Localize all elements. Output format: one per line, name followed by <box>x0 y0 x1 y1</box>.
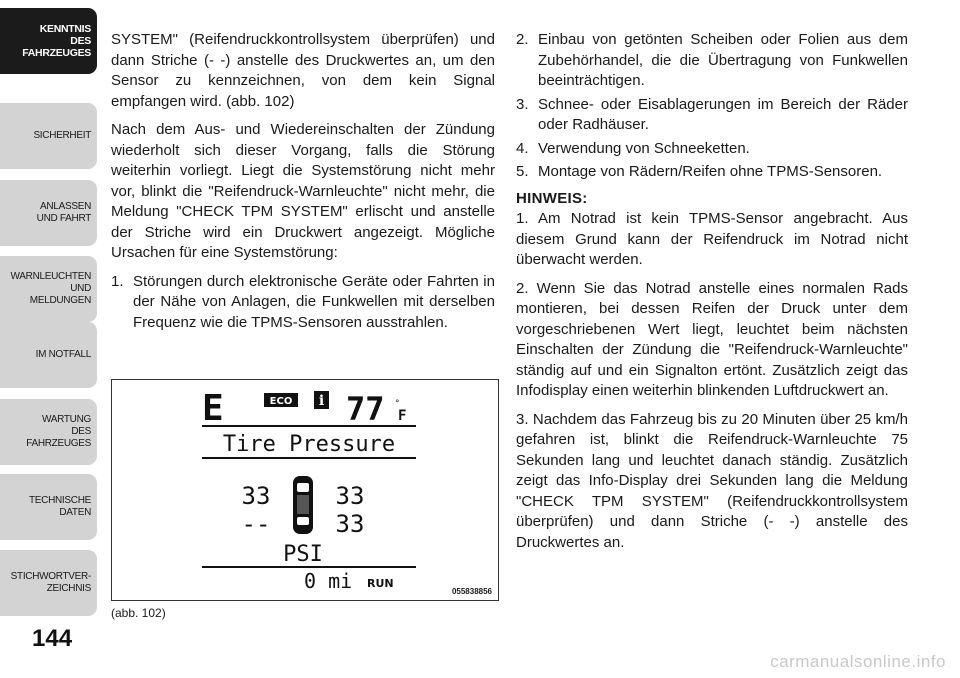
tpms-lcd-display <box>200 387 418 592</box>
tab-label: KENNTNIS DES FAHRZEUGES <box>22 23 91 59</box>
tab-sicherheit[interactable] <box>0 103 97 169</box>
list-number: 2. <box>516 31 529 48</box>
watermark: carmanualsonline.info <box>770 652 946 671</box>
list-text: Störungen durch elektronische Geräte oder Fahrten in der Nähe von Anlagen, die Funkwellen mit derselben Frequenz wie die TPMS-Sensoren ausstrahlen. <box>133 272 495 331</box>
tab-label: WARTUNG DES FAHRZEUGES <box>26 414 91 449</box>
left-column <box>111 30 495 333</box>
figure-caption: (abb. 102) <box>111 606 166 620</box>
tab-label: IM NOTFALL <box>35 349 91 360</box>
tab-anlassen-und-fahrt[interactable] <box>0 180 97 246</box>
note-paragraph: 1. Am Notrad ist kein TPMS-Sensor angebracht. Aus diesem Grund kann der Reifendruck im Notrad nicht überwacht werden. <box>516 210 908 268</box>
paragraph: Nach dem Aus- und Wiedereinschalten der Zündung wiederholt sich dieser Vorgang, falls die Störung weiterhin vorliegt. Liegt die Systemstörung nicht mehr vor, blinkt die "Reifendruck-Warnleuchte" nicht mehr, die Meldung "CHECK TPM SYSTEM" erlischt und anstelle der Striche wird ein Druckwert angezeigt. Mögliche Ursachen für eine Systemstörung: <box>111 121 495 261</box>
temperature-unit: F <box>398 408 407 424</box>
eco-icon: ECO <box>269 396 293 407</box>
gear-indicator: E <box>202 388 224 429</box>
info-icon: i <box>318 393 325 409</box>
note-paragraph: 3. Nachdem das Fahrzeug bis zu 20 Minuten über 25 km/h gefahren ist, blinkt die Reifendruck-Warnleuchte 75 Sekunden lang und leuchtet danach ständig. Zusätzlich zeigt das Info-Display drei Sekunden lang die Meldung "CHECK TPM SYSTEM" (Reifendruckkontrollsystem überprüfen) und dann Striche (- -) anstelle des Druckwertes an. <box>516 410 908 551</box>
pressure-unit: PSI <box>283 542 323 567</box>
list-number: 5. <box>516 163 529 180</box>
rear-left-pressure: -- <box>241 510 271 538</box>
list-number: 1. <box>111 272 124 290</box>
image-code: 055838856 <box>451 587 492 596</box>
list-text: Einbau von getönten Scheiben oder Folien aus dem Zubehörhandel, die die Übertragung von Funkwellen beeinträchtigen. <box>538 31 908 89</box>
front-right-pressure: 33 <box>335 482 365 510</box>
tab-warnleuchten-und-meldungen[interactable] <box>0 256 97 322</box>
tab-label: SICHERHEIT <box>33 130 91 141</box>
list-text: Verwendung von Schneeketten. <box>538 139 750 157</box>
tab-kenntnis-des-fahrzeuges[interactable] <box>0 8 97 74</box>
list-number: 4. <box>516 139 529 157</box>
tab-label: STICHWORTVER- ZEICHNIS <box>10 571 91 594</box>
list-item <box>111 272 495 334</box>
list-item <box>516 139 908 160</box>
tab-stichwortverzeichnis[interactable] <box>0 550 97 616</box>
degree-icon: ° <box>395 399 400 409</box>
front-left-pressure: 33 <box>241 482 271 510</box>
chapter-tabs <box>0 0 100 640</box>
outside-temperature: 77 <box>346 390 385 428</box>
tab-label: ANLASSEN UND FAHRT <box>36 201 91 224</box>
display-title: Tire Pressure <box>222 432 396 457</box>
tab-label: TECHNISCHE DATEN <box>28 495 91 518</box>
list-text: Schnee- oder Eisablagerungen im Bereich der Räder oder Radhäuser. <box>538 95 908 133</box>
list-number: 3. <box>516 95 529 113</box>
list-item <box>516 162 908 183</box>
ignition-mode: RUN <box>367 577 394 590</box>
note-heading: HINWEIS: <box>516 189 588 207</box>
tab-wartung-des-fahrzeuges[interactable] <box>0 399 97 465</box>
note-paragraph: 2. Wenn Sie das Notrad anstelle eines normalen Rads montieren, bei dessen Reifen der Druck unter dem vorgeschriebenen Wert liegt, leuchtet beim nächsten Einschalten der Zündung die "Reifendruck-Warnleuchte" ständig auf und ein Signalton ertönt. Zusätzlich zeigt das Infodisplay einen weiterhin blinkenden Luftdruckwert an. <box>516 279 908 399</box>
list-text: Montage von Rädern/Reifen ohne TPMS-Sensoren. <box>538 163 883 180</box>
tab-label: WARNLEUCHTEN UND MELDUNGEN <box>10 271 91 306</box>
tab-im-notfall[interactable] <box>0 322 97 388</box>
tire-pressure-display-figure <box>111 379 499 601</box>
car-top-view-icon <box>293 476 313 534</box>
rear-right-pressure: 33 <box>335 510 365 538</box>
paragraph: SYSTEM" (Reifendruckkontrollsystem überprüfen) und dann Striche (- -) anstelle des Druckwertes an, um den Sensor zu kennzeichnen, von dem kein Signal empfangen wird. (abb. 102) <box>111 31 495 110</box>
odometer: 0 mi <box>304 569 353 592</box>
tab-technische-daten[interactable] <box>0 474 97 540</box>
list-item <box>516 95 908 136</box>
page-number: 144 <box>32 625 73 652</box>
right-column <box>516 30 908 561</box>
list-item <box>516 30 908 92</box>
